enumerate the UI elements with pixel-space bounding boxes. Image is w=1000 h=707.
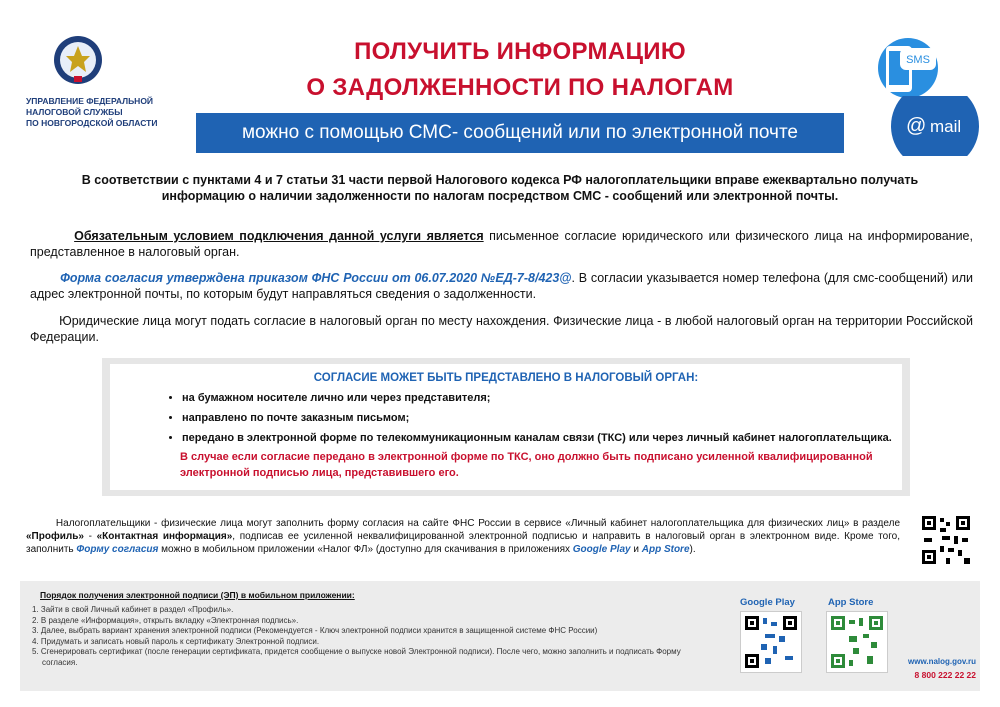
hotline-phone: 8 800 222 22 22 [914, 670, 976, 680]
online-text-1: Налогоплательщики - физические лица могут заполнить форму согласия на сайте ФНС России в сервисе «Личный кабинет налогоплательщика для физических лиц» в разделе [55, 518, 901, 529]
profile-ref: «Профиль» [26, 531, 84, 542]
list-item: 4. Придумать и записать новый пароль к сертификату Электронной подписи. [32, 636, 320, 646]
org-name-line3: ПО НОВГОРОДСКОЙ ОБЛАСТИ [26, 118, 158, 128]
subtitle-banner: можно с помощью СМС- сообщений или по электронной почте [196, 113, 844, 153]
paragraph-where [30, 313, 973, 345]
condition-underlined: Обязательным условием подключения данной услуги является [74, 229, 484, 243]
contact-info-ref: «Контактная информация» [96, 531, 233, 542]
consent-note: В случае если согласие передано в электронной форме по ТКС, оно должно быть подписано усиленной квалифицированной электронной подписью лица, представившего его. [180, 451, 873, 479]
paragraph-condition [30, 228, 973, 260]
consent-heading: СОГЛАСИЕ МОЖЕТ БЫТЬ ПРЕДСТАВЛЕНО В НАЛОГОВЫЙ ОРГАН: [313, 372, 699, 384]
list-item: 3. Далее, выбрать вариант хранения электронной подписи (Рекомендуется - Ключ электронной подписи хранится в защищенной системе ФНС России) [32, 626, 598, 635]
app-store-ref: App Store [641, 544, 690, 555]
footer-steps [28, 605, 718, 668]
list-item: 2. В разделе «Информация», открыть вкладку «Электронная подпись». [32, 615, 299, 625]
online-text-6: ). [689, 544, 696, 555]
svg-text:@: @ [906, 115, 927, 137]
online-text-5: и [630, 544, 642, 555]
org-name-line1: УПРАВЛЕНИЕ ФЕДЕРАЛЬНОЙ [26, 96, 154, 106]
page-title-line1: ПОЛУЧИТЬ ИНФОРМАЦИЮ [354, 38, 686, 65]
list-item: 5. Сгенерировать сертификат (после генерации сертификата, придется сообщение о выпуске новой Электронной подписи). После чего, можно заполнить и подписать Форму согласия. [32, 647, 681, 667]
google-play-label: Google Play [740, 597, 795, 608]
google-play-ref: Google Play [572, 544, 631, 555]
list-item: • передано в электронной форме по телекоммуникационным каналам связи (ТКС) или через личный кабинет налогоплательщика. [182, 428, 902, 448]
qr-code-icon [745, 616, 797, 668]
sms-phone-icon [872, 38, 942, 100]
qr-code-icon[interactable] [920, 514, 972, 566]
app-store-label: App Store [828, 597, 874, 608]
online-text-2: - [83, 531, 97, 542]
consent-box [110, 364, 902, 490]
fns-emblem-logo [52, 34, 104, 86]
sms-label: SMS [906, 54, 930, 66]
mail-label: mail [930, 117, 962, 136]
paragraph-online [26, 517, 900, 556]
paragraph-form [30, 270, 973, 302]
mail-icon [890, 96, 980, 156]
online-text-3: , подписав ее усиленной неквалифицированной электронной подписью и направить в налоговый орган в электронном виде. Кроме того, заполнить [26, 531, 900, 555]
qr-code-icon [831, 616, 883, 668]
where-text: Юридические лица могут подать согласие в налоговый орган по месту нахождения. Физические лица - в любой налоговый орган на территории Российской Федерации. [30, 314, 973, 344]
list-item: 1. Зайти в свой Личный кабинет в раздел «Профиль». [32, 605, 234, 614]
website-link[interactable]: www.nalog.gov.ru [908, 657, 976, 666]
list-item: • на бумажном носителе лично или через представителя; [182, 388, 902, 408]
footer-heading: Порядок получения электронной подписи (ЭП) в мобильном приложении: [40, 590, 355, 600]
form-order-link[interactable]: Форма согласия утверждена приказом ФНС России от 06.07.2020 №ЕД-7-8/423@ [60, 271, 572, 285]
online-text-4: можно в мобильном приложении «Налог ФЛ» (доступно для скачивания в приложениях [158, 544, 573, 555]
footer-panel [20, 581, 980, 691]
consent-form-link[interactable]: Форму согласия [76, 544, 159, 555]
org-name-line2: НАЛОГОВОЙ СЛУЖБЫ [26, 107, 123, 117]
lead-paragraph: В соответствии с пунктами 4 и 7 статьи 31 части первой Налогового кодекса РФ налогоплательщики вправе ежеквартально получать информацию о наличии задолженности по налогам посредством СМС - сообщений или электронной почты. [81, 173, 919, 203]
list-item: • направлено по почте заказным письмом; [182, 408, 902, 428]
consent-list [150, 388, 902, 448]
page-title-line2: О ЗАДОЛЖЕННОСТИ ПО НАЛОГАМ [306, 74, 734, 101]
google-play-qr[interactable] [740, 611, 802, 673]
condition-rest: письменное согласие юридического или физического лица на информирование, представленное в налоговый орган. [30, 229, 973, 259]
app-store-qr[interactable] [826, 611, 888, 673]
org-name [26, 96, 176, 129]
form-rest: . В согласии указывается номер телефона (для смс-сообщений) или адрес электронной почты, по которым будут направляться сведения о задолженности. [30, 271, 973, 301]
